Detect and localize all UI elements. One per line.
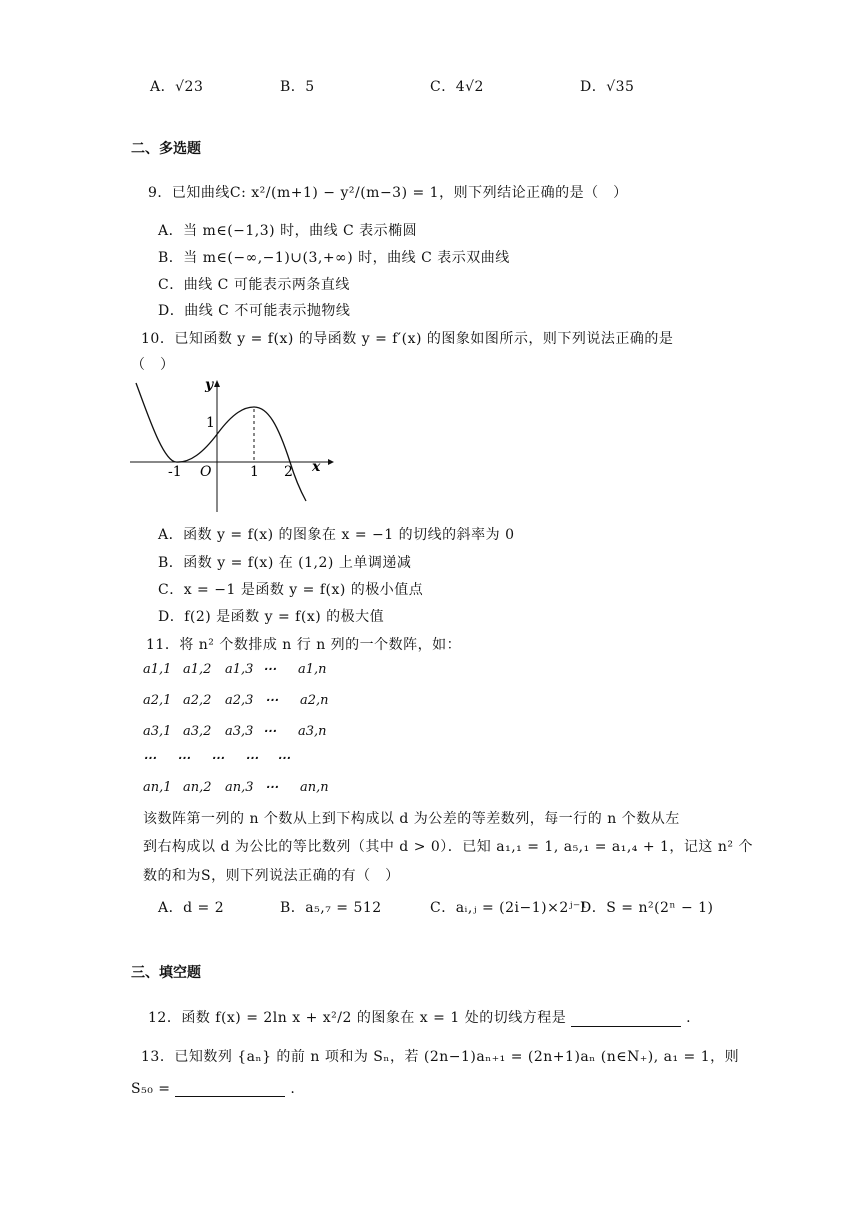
q10-stem-line2: （ ） xyxy=(131,357,175,373)
q8-option-b: B．5 xyxy=(280,79,315,95)
y-axis-label: y xyxy=(205,377,214,393)
matrix-cell: a1,2 xyxy=(183,662,212,677)
section-title-multi-choice: 二、多选题 xyxy=(131,141,201,157)
derivative-curve xyxy=(136,383,306,501)
q13-s50-label: S₅₀ = xyxy=(131,1081,171,1097)
q11-option-a: A．d = 2 xyxy=(158,900,225,916)
q10-derivative-graph xyxy=(128,375,338,515)
q11-matrix xyxy=(143,662,363,802)
q10-stem-line1: 10．已知函数 y = f(x) 的导函数 y = f′(x) 的图象如图所示，则下列说法正确的是 xyxy=(141,331,674,347)
q12-text: 12．函数 f(x) = 2ln x + x²/2 的图象在 x = 1 处的切线方程是 xyxy=(148,1010,567,1026)
matrix-cell: ⋯ xyxy=(211,751,226,766)
matrix-cell: a3,2 xyxy=(183,724,212,739)
matrix-cell: an,3 xyxy=(225,780,254,795)
matrix-cell: a2,3 xyxy=(225,693,254,708)
q12-line xyxy=(148,1007,691,1027)
q11-desc-line1: 该数阵第一列的 n 个数从上到下构成以 d 为公差的等差数列，每一行的 n 个数从左 xyxy=(143,811,680,827)
matrix-cell: ⋯ xyxy=(245,751,260,766)
matrix-cell: a3,1 xyxy=(143,724,172,739)
q11-option-b: B．a₅,₇ = 512 xyxy=(280,900,382,916)
matrix-cell: ⋯ xyxy=(265,780,280,795)
tick-label-2: 2 xyxy=(284,464,293,480)
matrix-cell: a1,3 xyxy=(225,662,254,677)
q10-option-d: D．f(2) 是函数 y = f(x) 的极大值 xyxy=(158,609,385,625)
q13-line1: 13．已知数列 {aₙ} 的前 n 项和为 Sₙ，若 (2n−1)aₙ₊₁ = (2n+1)aₙ (n∈N₊), a₁ = 1，则 xyxy=(141,1049,740,1065)
matrix-cell: ⋯ xyxy=(263,662,278,677)
matrix-cell: a3,n xyxy=(298,724,327,739)
tick-label-1: 1 xyxy=(250,464,259,480)
x-axis-label: x xyxy=(312,459,321,475)
matrix-cell: a3,3 xyxy=(225,724,254,739)
matrix-cell: ⋯ xyxy=(265,693,280,708)
q8-option-d: D．√35 xyxy=(580,79,635,95)
q10-option-a: A．函数 y = f(x) 的图象在 x = −1 的切线的斜率为 0 xyxy=(158,527,515,543)
matrix-cell: ⋯ xyxy=(177,751,192,766)
q10-option-c: C．x = −1 是函数 y = f(x) 的极小值点 xyxy=(158,582,424,598)
q9-stem: 9．已知曲线C: x²/(m+1) − y²/(m−3) = 1，则下列结论正确的是（ ） xyxy=(148,185,628,201)
section-title-fill-in: 三、填空题 xyxy=(131,965,201,981)
q11-option-c: C．aᵢ,ⱼ = (2i−1)×2ʲ⁻¹ xyxy=(430,900,587,916)
q11-desc-line3: 数的和为S，则下列说法正确的有（ ） xyxy=(143,868,400,884)
q10-option-b: B．函数 y = f(x) 在 (1,2) 上单调递减 xyxy=(158,555,412,571)
q13-period: . xyxy=(290,1081,296,1097)
q9-option-a: A．当 m∈(−1,3) 时，曲线 C 表示椭圆 xyxy=(158,223,418,239)
q11-option-d: D．S = n²(2ⁿ − 1) xyxy=(580,900,714,916)
q12-period: . xyxy=(686,1010,692,1026)
matrix-cell: an,1 xyxy=(143,780,172,795)
q12-answer-blank[interactable] xyxy=(571,1012,681,1027)
matrix-cell: an,2 xyxy=(183,780,212,795)
matrix-cell: a2,1 xyxy=(143,693,172,708)
matrix-cell: ⋯ xyxy=(263,724,278,739)
q11-desc-line2: 到右构成以 d 为公比的等比数列（其中 d > 0）．已知 a₁,₁ = 1, a₅,₁ = a₁,₄ + 1，记这 n² 个 xyxy=(143,839,753,855)
q8-option-c: C．4√2 xyxy=(430,79,484,95)
matrix-cell: a1,n xyxy=(298,662,327,677)
q8-option-a: A．√23 xyxy=(150,79,204,95)
y-axis-arrow xyxy=(214,380,220,387)
matrix-cell: a2,2 xyxy=(183,693,212,708)
matrix-cell: a2,n xyxy=(300,693,329,708)
origin-label: O xyxy=(200,464,212,480)
tick-label-y1: 1 xyxy=(206,415,215,431)
q9-option-b: B．当 m∈(−∞,−1)∪(3,+∞) 时，曲线 C 表示双曲线 xyxy=(158,250,510,266)
matrix-cell: a1,1 xyxy=(143,662,172,677)
q9-option-c: C．曲线 C 可能表示两条直线 xyxy=(158,277,350,293)
x-axis-arrow xyxy=(328,459,334,465)
matrix-cell: ⋯ xyxy=(143,751,158,766)
matrix-cell: an,n xyxy=(300,780,329,795)
matrix-cell: ⋯ xyxy=(277,751,292,766)
q13-line2 xyxy=(131,1081,295,1097)
q9-option-d: D．曲线 C 不可能表示抛物线 xyxy=(158,303,351,319)
q13-answer-blank[interactable] xyxy=(175,1082,285,1097)
tick-label-neg1: -1 xyxy=(168,464,182,480)
q11-stem: 11．将 n² 个数排成 n 行 n 列的一个数阵，如： xyxy=(146,637,462,653)
